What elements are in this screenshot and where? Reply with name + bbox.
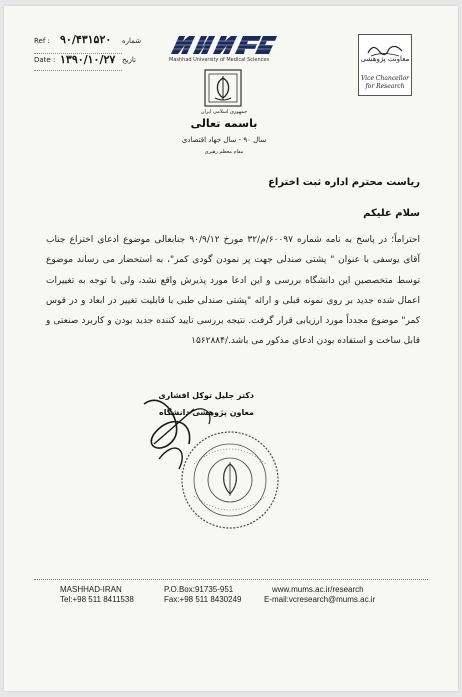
footer-fax: Fax:+98 511 8430249 — [164, 595, 242, 604]
footer-pobox: P.O.Box:91735-951 — [164, 585, 234, 594]
date-fa-label: تاریخ — [122, 56, 136, 64]
date-label: Date : — [34, 56, 56, 64]
recipient-line: ریاست محترم اداره ثبت اختراع — [268, 177, 420, 188]
footer-web: www.mums.ac.ir/research — [272, 585, 364, 594]
greeting-line: سلام علیکم — [363, 208, 420, 219]
letter-body: احتراماً؛ در پاسخ به نامه شماره ۶۰۰۹۷/م/۳۲ مورخ ۹۰/۹/۱۲ جنابعالی موضوع ادعای اختراع جناب آقای یوسفی با عنوان " پشتی صندلی جهت پر نمودن گودی کمر"، به استحضار می رساند موضوع توسط متخصصین این دانشگاه بررسی و این ادعا مورد پذیرش واقع نشد، ولی با توجه به تغییرات اعمال شده جدید بر روی نمونه قبلی و ارائه "پشتی صندلی طبی با قابلیت تغییر در ابعاد و در قوس کمر" موضوع مجدداً مورد ارزیابی قرار گرفت. نتیجه بررسی تایید کننده جدید بودن و کاربرد صنعتی و قابل ساخت و استفاده بودن ادعای مذکور می باشد./۱۵۶۲۸۸۴ — [46, 235, 420, 347]
university-logo-icon — [169, 32, 279, 56]
occasion-line: سال ۹۰ - سال جهاد اقتصادی — [181, 136, 267, 144]
university-emblem-icon — [203, 68, 243, 110]
official-stamp-icon — [174, 424, 286, 536]
letter-page — [4, 6, 458, 691]
ref-label: Ref : — [34, 37, 50, 45]
date-value: ۱۳۹۰/۱۰/۲۷ — [60, 53, 116, 66]
occasion-sub: مقام معظم رهبری — [204, 149, 244, 155]
footer-email: E-mail:vcresearch@mums.ac.ir — [264, 595, 376, 604]
footer-tel: Tel:+98 511 8411538 — [60, 595, 134, 604]
signer-name: دکتر جلیل توکل افشاری — [158, 391, 254, 400]
vc-en-title-1: Vice Chancellor — [360, 75, 410, 82]
bismillah: باسمه تعالی — [190, 117, 258, 130]
emblem-caption: جمهوری اسلامی ایران — [200, 109, 248, 115]
date-underline — [34, 70, 122, 71]
ref-fa-label: شماره — [122, 37, 142, 45]
footer-city: MASHHAD-IRAN — [60, 585, 122, 594]
signer-title: معاون پژوهشی دانشگاه — [159, 408, 254, 417]
vc-fa-title: معاونت پژوهشی — [360, 55, 410, 63]
ref-value: ۹۰/۴۳۱۵۲۰ — [60, 33, 112, 46]
footer-divider — [34, 579, 428, 580]
university-name-en: Mashhad University of Medical Sciences — [169, 57, 270, 63]
vice-chancellor-box — [358, 34, 412, 96]
vc-en-title-2: for Research — [365, 83, 405, 90]
